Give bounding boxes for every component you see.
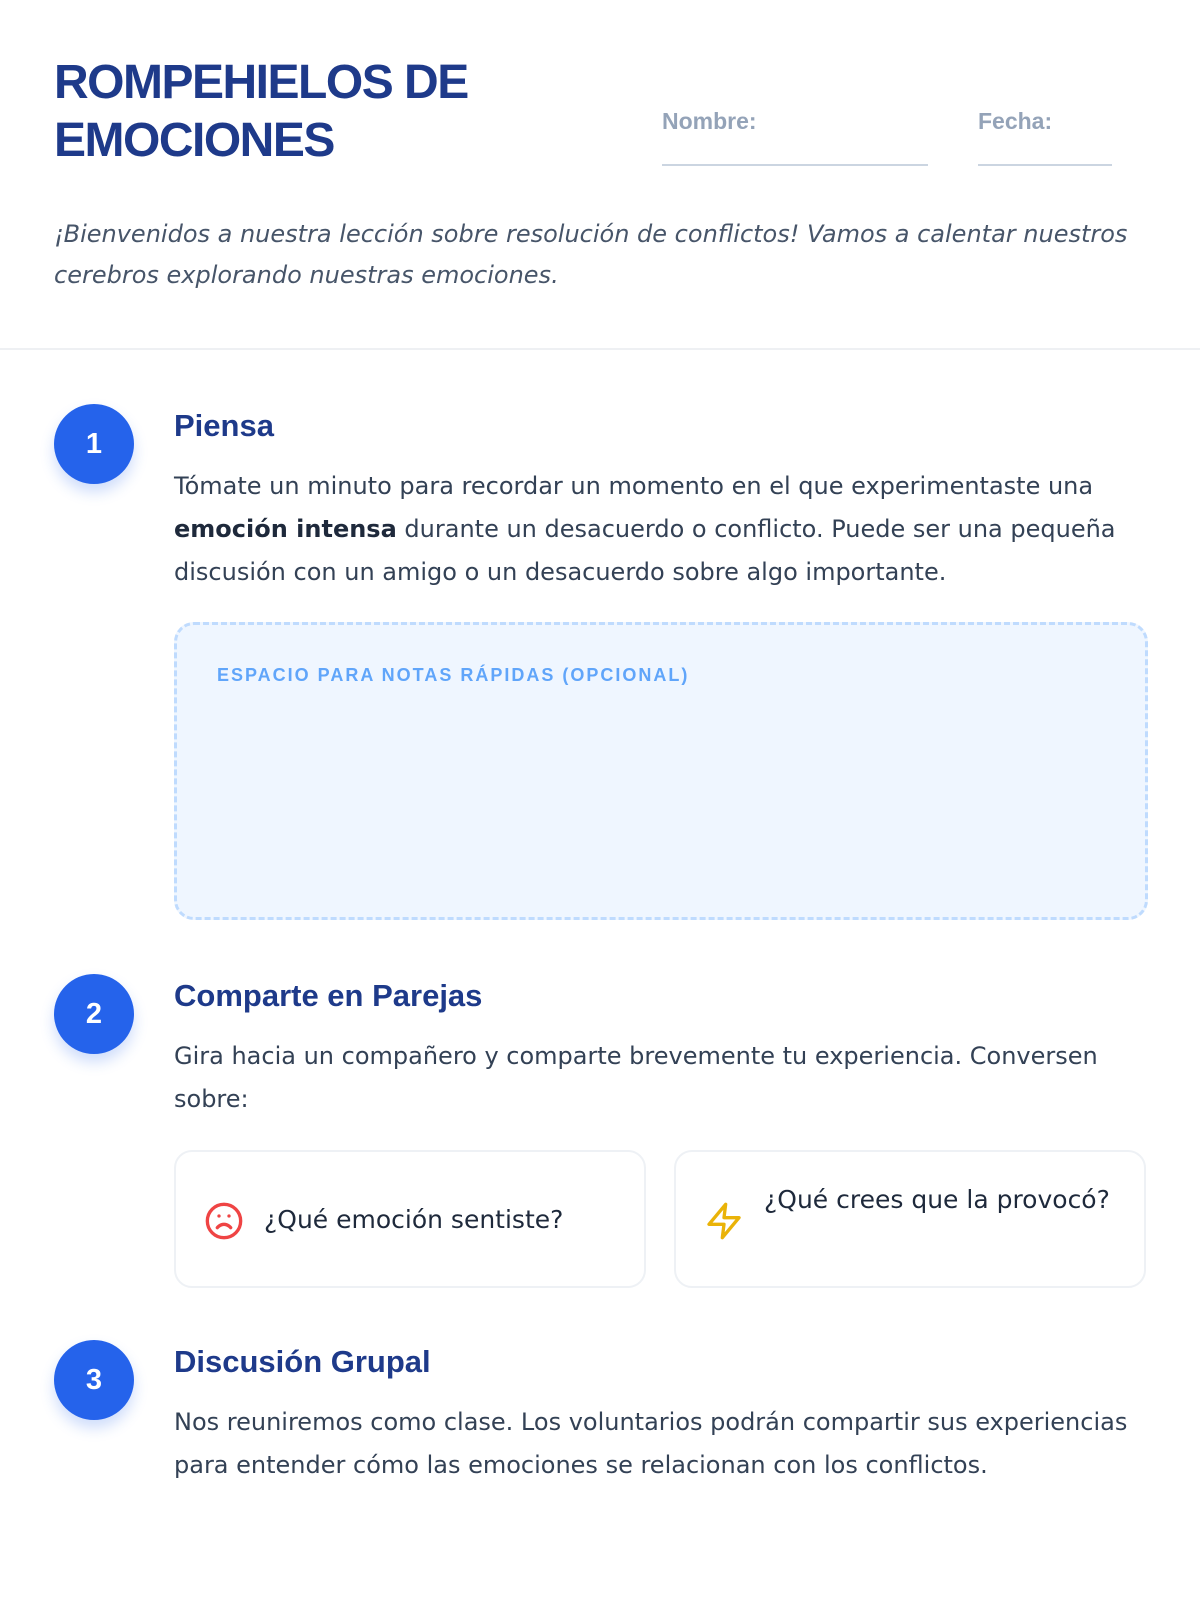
step-2-title: Comparte en Parejas — [174, 978, 483, 1013]
name-field-line — [662, 164, 928, 166]
step-1-text-emphasis: emoción intensa — [174, 515, 397, 543]
worksheet-header — [0, 0, 1200, 350]
page-title — [54, 54, 594, 170]
step-3-title: Discusión Grupal — [174, 1344, 431, 1379]
title-line-1: ROMPEHIELOS DE — [54, 56, 468, 109]
notes-label: ESPACIO PARA NOTAS RÁPIDAS (OPCIONAL) — [217, 665, 690, 685]
step-1-title: Piensa — [174, 408, 274, 443]
step-2-text: Gira hacia un compañero y comparte brevemente tu experiencia. Conversen sobre: — [174, 1042, 1098, 1113]
name-label: Nombre: — [662, 108, 757, 134]
question-card-emotion — [174, 1150, 646, 1288]
notes-area[interactable] — [174, 622, 1148, 920]
step-1-text — [174, 465, 1154, 594]
intro-text: ¡Bienvenidos a nuestra lección sobre resolución de conflictos! Vamos a calentar nuestros cerebros explorando nuestras emociones. — [54, 220, 1128, 289]
question-cause-text: ¿Qué crees que la provocó? — [764, 1185, 1110, 1214]
step-1-number-badge: 1 — [54, 404, 134, 484]
step-3-text: Nos reuniremos como clase. Los voluntarios podrán compartir sus experiencias para entender cómo las emociones se relacionan con los conflictos. — [174, 1408, 1128, 1479]
date-field-line — [978, 164, 1112, 166]
step-3-number-badge: 3 — [54, 1340, 134, 1420]
question-card-cause — [674, 1150, 1146, 1288]
step-1-text-end: durante un desacuerdo o conflicto. Puede ser una pequeña discusión con un amigo o un desacuerdo sobre algo importante. — [174, 515, 1116, 586]
title-line-2: EMOCIONES — [54, 114, 334, 167]
question-emotion-text: ¿Qué emoción sentiste? — [264, 1205, 564, 1234]
sad-face-icon — [204, 1201, 244, 1241]
step-2-number-badge: 2 — [54, 974, 134, 1054]
lightning-icon — [704, 1201, 744, 1241]
date-label: Fecha: — [978, 108, 1053, 134]
step-1-text-start: Tómate un minuto para recordar un momento en el que experimentaste una — [174, 472, 1094, 500]
